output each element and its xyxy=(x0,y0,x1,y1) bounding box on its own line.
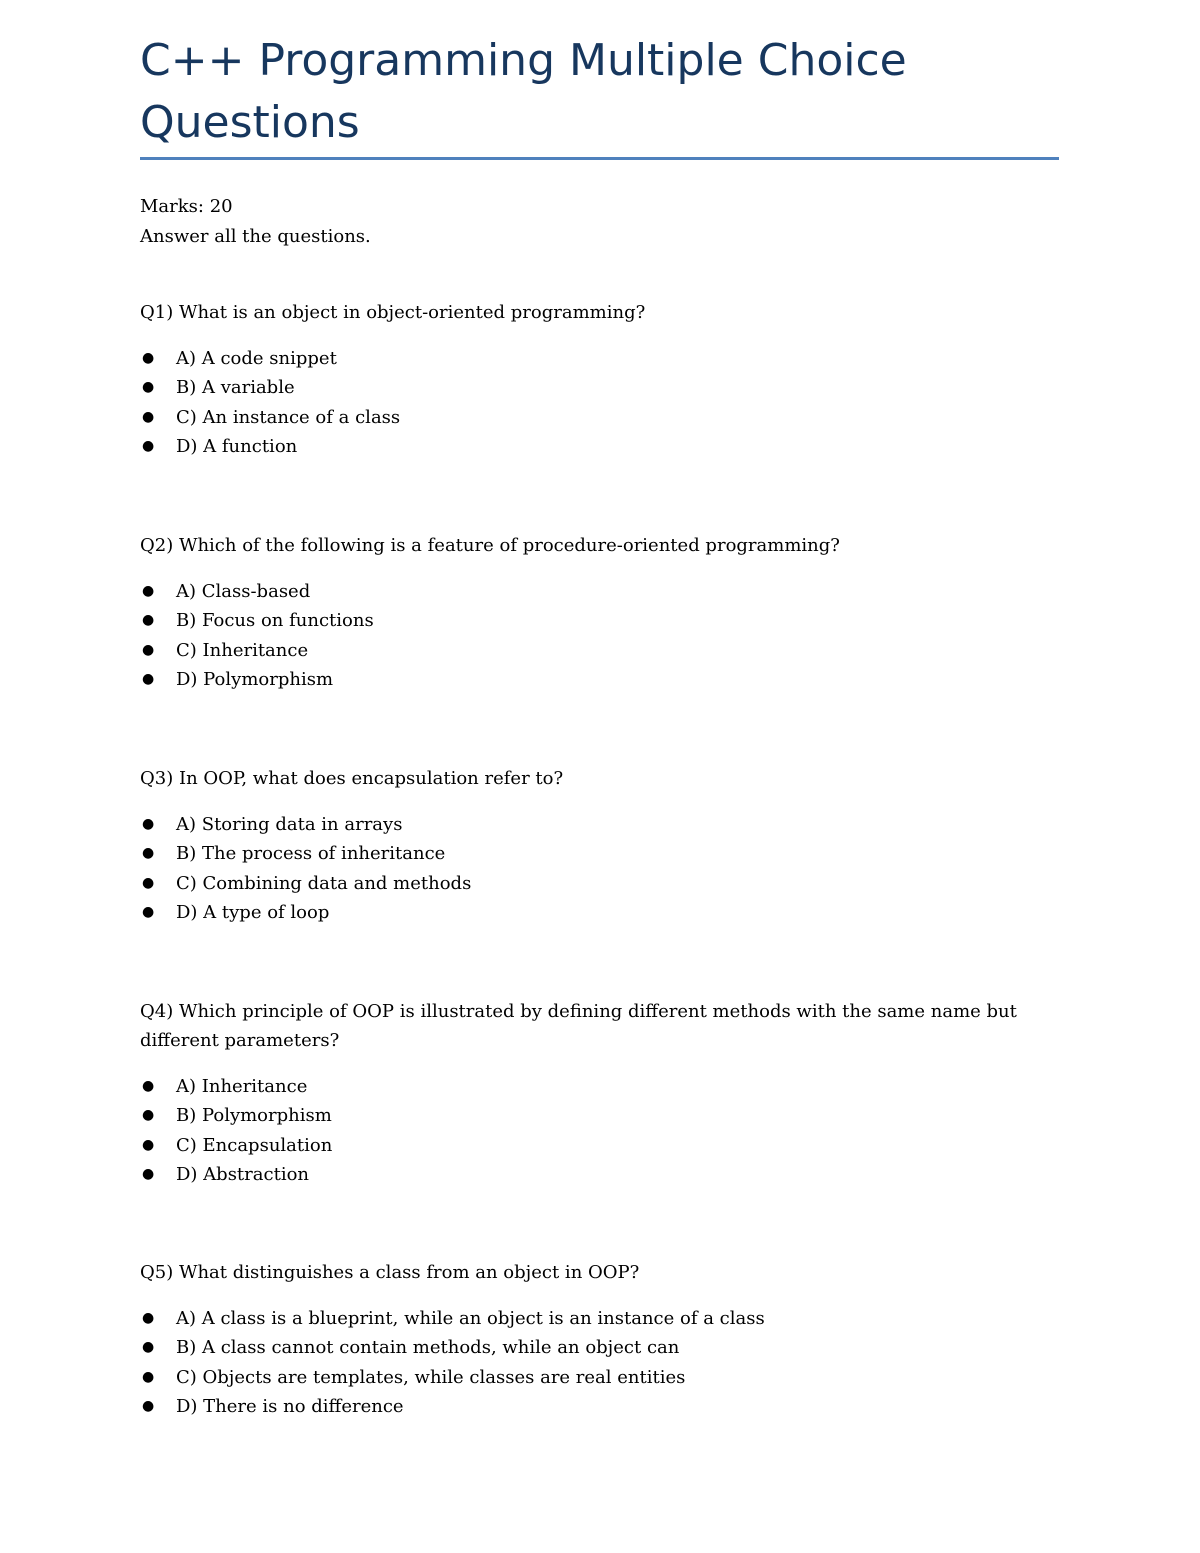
bullet-icon: ● xyxy=(142,1310,155,1326)
option-item xyxy=(140,577,1040,606)
option-label: A) Class-based xyxy=(176,581,311,602)
question-text: Q1) What is an object in object-oriented programming? xyxy=(140,302,646,323)
bullet-icon: ● xyxy=(142,1339,155,1356)
option-label: B) A class cannot contain methods, while an object can xyxy=(176,1337,680,1359)
option-label: C) Inheritance xyxy=(176,639,309,661)
bullet-icon: ● xyxy=(142,437,155,454)
question-text: Q2) Which of the following is a feature of procedure-oriented programming? xyxy=(140,535,840,556)
option-item xyxy=(140,1333,1040,1362)
option-item xyxy=(140,606,1040,635)
question-4 xyxy=(140,997,1040,1189)
option-label: D) A function xyxy=(176,435,298,457)
question-text: Q3) In OOP, what does encapsulation refer to? xyxy=(140,768,564,789)
question-text: Q5) What distinguishes a class from an object in OOP? xyxy=(140,1262,640,1283)
bullet-icon: ● xyxy=(142,816,155,832)
instructions-text: Answer all the questions. xyxy=(140,226,371,247)
option-item xyxy=(140,432,1040,461)
option-label: B) Focus on functions xyxy=(176,610,374,632)
option-item xyxy=(140,1101,1040,1130)
bullet-icon: ● xyxy=(142,1107,155,1124)
options-list xyxy=(140,577,1040,694)
option-item xyxy=(140,665,1040,694)
option-label: B) A variable xyxy=(176,377,295,399)
option-label: D) Abstraction xyxy=(176,1163,310,1185)
option-item xyxy=(140,1072,1040,1101)
document-meta xyxy=(140,192,371,252)
option-label: D) There is no difference xyxy=(176,1395,404,1417)
options-list xyxy=(140,1304,1040,1421)
option-item xyxy=(140,1131,1040,1160)
option-item xyxy=(140,810,1040,839)
bullet-icon: ● xyxy=(142,1368,155,1385)
options-list xyxy=(140,344,1040,461)
bullet-icon: ● xyxy=(142,670,155,687)
question-text: Q4) Which principle of OOP is illustrated by defining different methods with the same name but different parameters? xyxy=(140,1001,1017,1051)
option-label: A) Inheritance xyxy=(176,1076,308,1097)
option-item xyxy=(140,403,1040,432)
option-item xyxy=(140,1392,1040,1421)
bullet-icon: ● xyxy=(142,1136,155,1153)
option-item xyxy=(140,869,1040,898)
option-item xyxy=(140,1363,1040,1392)
bullet-icon: ● xyxy=(142,583,155,599)
bullet-icon: ● xyxy=(142,874,155,891)
question-5 xyxy=(140,1258,1040,1421)
option-label: C) Objects are templates, while classes are real entities xyxy=(176,1366,686,1388)
option-label: D) Polymorphism xyxy=(176,668,334,690)
bullet-icon: ● xyxy=(142,408,155,425)
question-3 xyxy=(140,764,1040,927)
option-item xyxy=(140,1304,1040,1333)
options-list xyxy=(140,810,1040,927)
document-title: C++ Programming Multiple Choice Questions xyxy=(140,35,907,148)
bullet-icon: ● xyxy=(142,379,155,396)
title-underline xyxy=(140,157,1059,160)
option-label: A) A class is a blueprint, while an object is an instance of a class xyxy=(176,1308,765,1329)
bullet-icon: ● xyxy=(142,612,155,629)
option-label: C) An instance of a class xyxy=(176,406,401,428)
bullet-icon: ● xyxy=(142,350,155,366)
option-item xyxy=(140,898,1040,927)
option-item xyxy=(140,636,1040,665)
option-label: C) Encapsulation xyxy=(176,1134,333,1156)
bullet-icon: ● xyxy=(142,1397,155,1414)
option-label: D) A type of loop xyxy=(176,901,330,923)
option-label: A) Storing data in arrays xyxy=(176,814,403,835)
bullet-icon: ● xyxy=(142,903,155,920)
option-label: C) Combining data and methods xyxy=(176,872,472,894)
option-item xyxy=(140,1160,1040,1189)
option-label: B) Polymorphism xyxy=(176,1105,332,1127)
option-item xyxy=(140,839,1040,868)
option-item xyxy=(140,344,1040,373)
option-label: B) The process of inheritance xyxy=(176,843,446,865)
bullet-icon: ● xyxy=(142,845,155,862)
bullet-icon: ● xyxy=(142,1165,155,1182)
bullet-icon: ● xyxy=(142,1078,155,1094)
question-1 xyxy=(140,298,1040,461)
options-list xyxy=(140,1072,1040,1189)
option-item xyxy=(140,373,1040,402)
marks-text: Marks: 20 xyxy=(140,196,233,217)
option-label: A) A code snippet xyxy=(176,348,337,369)
bullet-icon: ● xyxy=(142,641,155,658)
question-2 xyxy=(140,531,1040,694)
